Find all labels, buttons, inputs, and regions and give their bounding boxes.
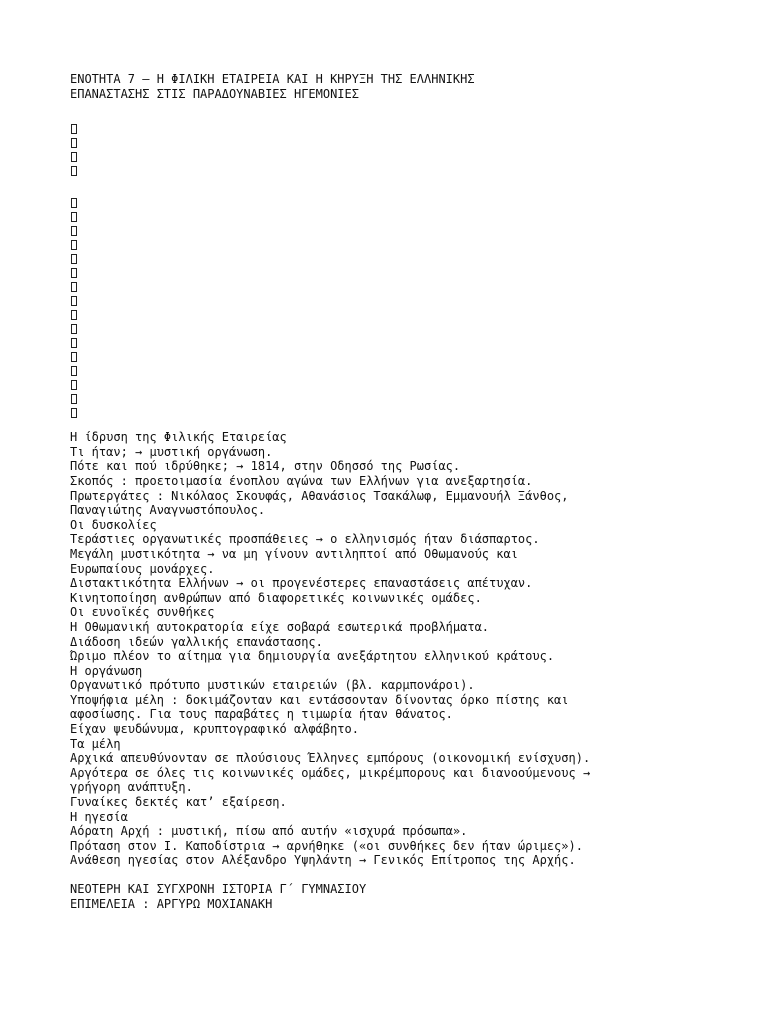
missing-glyph-box-icon (71, 408, 77, 418)
body-text-line: Αόρατη Αρχή : μυστική, πίσω από αυτήν «ισχυρά πρόσωπα». (70, 824, 468, 839)
footer-editor: ΕΠΙΜΕΛΕΙΑ : ΑΡΓΥΡΩ ΜΟΧΙΑΝΑΚΗ (70, 896, 273, 911)
body-text-line: Ευρωπαίους μονάρχες. (70, 561, 215, 576)
body-text-line: Οι δυσκολίες (70, 517, 157, 532)
body-text-line: Οι ευνοϊκές συνθήκες (70, 605, 215, 620)
body-text-line: αφοσίωσης. Για τους παραβάτες η τιμωρία ήταν θάνατος. (70, 707, 453, 722)
missing-glyph-group-1 (70, 124, 730, 176)
missing-glyph-box-icon (71, 138, 77, 148)
missing-glyph-box-icon (71, 380, 77, 390)
missing-glyph-box-icon (71, 124, 77, 134)
missing-glyph-box-icon (71, 226, 77, 236)
body-text-line: Μεγάλη μυστικότητα → να μη γίνουν αντιληπτοί από Οθωμανούς και (70, 546, 518, 561)
body-text-line: Η Οθωμανική αυτοκρατορία είχε σοβαρά εσωτερικά προβλήματα. (70, 619, 490, 634)
missing-glyph-box-icon (71, 310, 77, 320)
body-text-line: Η ηγεσία (70, 809, 128, 824)
body-text-line: Διστακτικότητα Ελλήνων → οι προγενέστερες επαναστάσεις απέτυχαν. (70, 576, 533, 591)
body-text-line: Παναγιώτης Αναγνωστόπουλος. (70, 503, 266, 518)
body-text-line: Είχαν ψευδώνυμα, κρυπτογραφικό αλφάβητο. (70, 722, 359, 737)
missing-glyph-box-icon (71, 338, 77, 348)
body-text-line: Ανάθεση ηγεσίας στον Αλέξανδρο Υψηλάντη → Γενικός Επίτροπος της Αρχής. (70, 853, 576, 868)
document-footer (70, 882, 730, 911)
footer-course-title: ΝΕΟΤΕΡΗ ΚΑΙ ΣΥΓΧΡΟΝΗ ΙΣΤΟΡΙΑ Γ΄ ΓΥΜΝΑΣΙΟΥ (70, 882, 367, 896)
body-text-line: Οργανωτικό πρότυπο μυστικών εταιρειών (βλ. καρμπονάροι). (70, 678, 475, 693)
missing-glyph-box-icon (71, 152, 77, 162)
missing-glyph-box-icon (71, 212, 77, 222)
document-page (70, 72, 730, 911)
document-title (70, 72, 730, 102)
body-text-line: Σκοπός : προετοιμασία ένοπλου αγώνα των Ελλήνων για ανεξαρτησία. (70, 473, 533, 488)
body-text-line: Γυναίκες δεκτές κατ’ εξαίρεση. (70, 795, 287, 810)
missing-glyph-box-icon (71, 254, 77, 264)
missing-glyph-box-icon (71, 296, 77, 306)
missing-glyph-group-2 (70, 198, 730, 418)
body-text-line: Αρχικά απευθύνονταν σε πλούσιους Έλληνες εμπόρους (οικονομική ενίσχυση). (70, 751, 591, 766)
body-text-line: Πρωτεργάτες : Νικόλαος Σκουφάς, Αθανάσιος Τσακάλωφ, Εμμανουήλ Ξάνθος, (70, 488, 569, 503)
body-text-line: γρήγορη ανάπτυξη. (70, 780, 193, 795)
body-text-line: Η ίδρυση της Φιλικής Εταιρείας (70, 430, 287, 445)
missing-glyph-box-icon (71, 394, 77, 404)
glyph-group-gap (70, 179, 730, 194)
missing-glyph-box-icon (71, 268, 77, 278)
body-text-line: Διάδοση ιδεών γαλλικής επανάστασης. (70, 634, 323, 649)
body-text-line: Η οργάνωση (70, 663, 143, 678)
body-text-line: Πότε και πού ιδρύθηκε; → 1814, στην Οδησσό της Ρωσίας. (70, 459, 461, 474)
missing-glyph-box-icon (71, 282, 77, 292)
missing-glyph-box-icon (71, 324, 77, 334)
document-body (70, 430, 730, 868)
missing-glyph-box-icon (71, 366, 77, 376)
body-text-line: Ώριμο πλέον το αίτημα για δημιουργία ανεξάρτητου ελληνικού κράτους. (70, 649, 555, 664)
body-text-line: Πρόταση στον Ι. Καποδίστρια → αρνήθηκε («οι συνθήκες δεν ήταν ώριμες»). (70, 838, 583, 853)
missing-glyph-box-icon (71, 198, 77, 208)
body-text-line: Τι ήταν; → μυστική οργάνωση. (70, 444, 273, 459)
body-text-line: Τεράστιες οργανωτικές προσπάθειες → ο ελληνισμός ήταν διάσπαρτος. (70, 532, 540, 547)
title-line-1: ΕΝΟΤΗΤΑ 7 – Η ΦΙΛΙΚΗ ΕΤΑΙΡΕΙΑ ΚΑΙ Η ΚΗΡΥΞΗ ΤΗΣ ΕΛΛΗΝΙΚΗΣ (70, 72, 475, 86)
title-line-2: ΕΠΑΝΑΣΤΑΣΗΣ ΣΤΙΣ ΠΑΡΑΔΟΥΝΑΒΙΕΣ ΗΓΕΜΟΝΙΕΣ (70, 87, 359, 101)
missing-glyph-box-icon (71, 240, 77, 250)
body-text-line: Κινητοποίηση ανθρώπων από διαφορετικές κοινωνικές ομάδες. (70, 590, 482, 605)
missing-glyph-box-icon (71, 166, 77, 176)
body-text-line: Τα μέλη (70, 736, 121, 751)
missing-glyph-box-icon (71, 352, 77, 362)
body-text-line: Υποψήφια μέλη : δοκιμάζονταν και εντάσσονταν δίνοντας όρκο πίστης και (70, 692, 569, 707)
body-text-line: Αργότερα σε όλες τις κοινωνικές ομάδες, μικρέμπορους και διανοούμενους → (70, 765, 591, 780)
